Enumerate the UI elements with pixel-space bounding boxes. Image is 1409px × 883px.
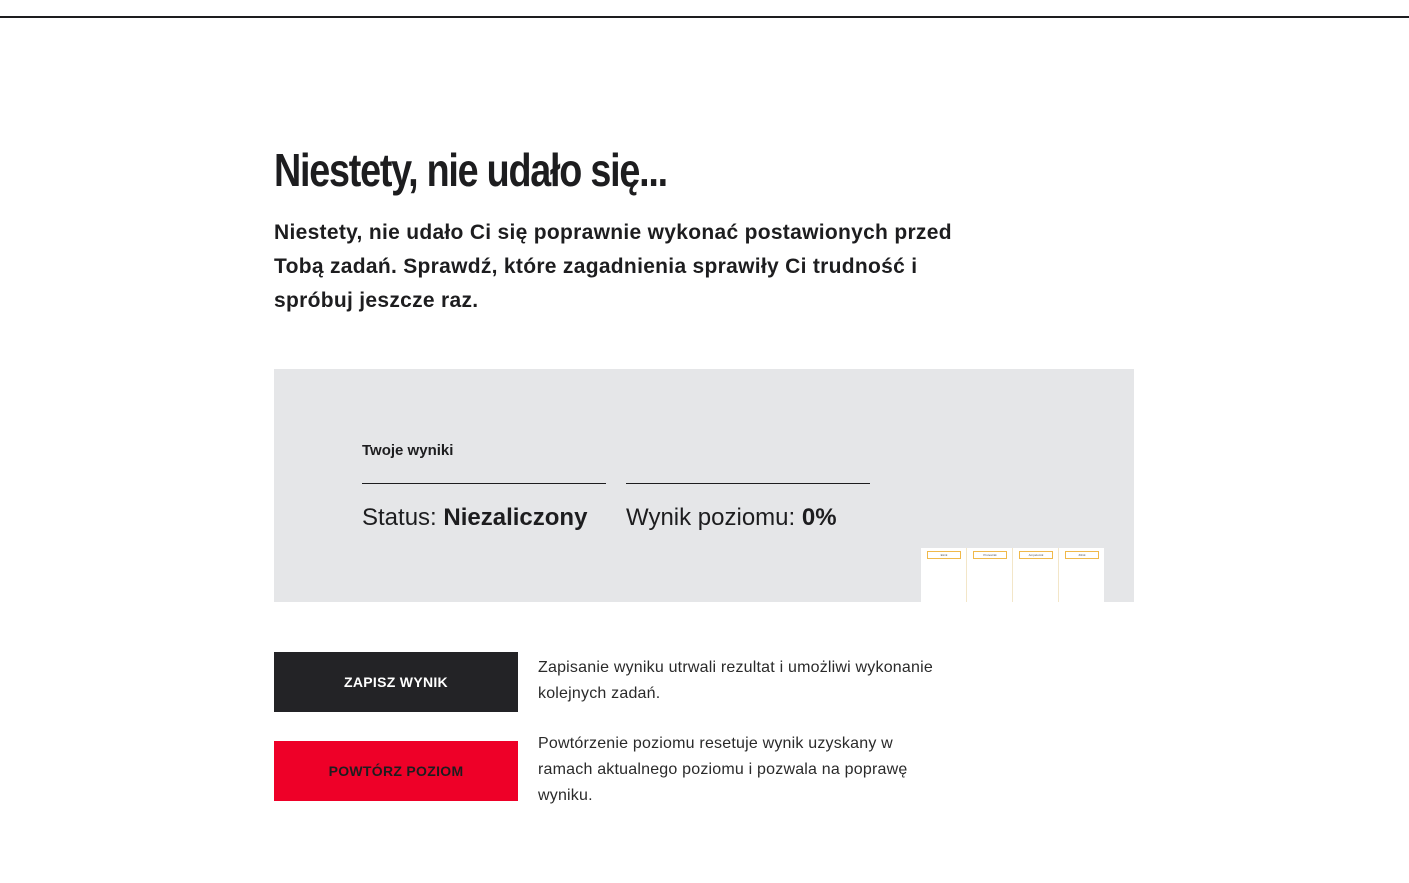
board-preview-thumbnail bbox=[921, 548, 1104, 602]
preview-column bbox=[921, 548, 967, 602]
status-value: Niezaliczony bbox=[443, 504, 588, 531]
results-heading: Twoje wyniki bbox=[362, 442, 454, 459]
save-result-button[interactable]: ZAPISZ WYNIK bbox=[274, 652, 518, 712]
preview-column bbox=[967, 548, 1013, 602]
score-value: 0% bbox=[801, 504, 837, 531]
status-stat bbox=[362, 483, 606, 534]
retry-level-description: Powtórzenie poziomu resetuje wynik uzyskany w ramach aktualnego poziomu i pozwala na poprawę wyniku. bbox=[538, 735, 908, 804]
retry-level-button[interactable]: POWTÓRZ POZIOM bbox=[274, 741, 518, 801]
preview-column-tag: Ampelomik bbox=[1019, 551, 1053, 559]
results-panel bbox=[274, 369, 1134, 602]
score-stat bbox=[626, 483, 870, 534]
preview-column bbox=[1059, 548, 1104, 602]
intro-text: Niestety, nie udało Ci się poprawnie wykonać postawionych przed Tobą zadań. Sprawdź, które zagadnienia sprawiły Ci trudność i spróbuj jeszcze raz. bbox=[274, 221, 952, 312]
preview-column-tag: Zilnik bbox=[1065, 551, 1099, 559]
score-label: Wynik poziomu: bbox=[626, 504, 802, 531]
save-result-description: Zapisanie wyniku utrwali rezultat i umożliwi wykonanie kolejnych zadań. bbox=[538, 659, 933, 702]
top-divider bbox=[0, 16, 1409, 18]
preview-column-tag: Protestnik bbox=[973, 551, 1007, 559]
page-title: Niestety, nie udało się... bbox=[274, 144, 667, 196]
preview-column bbox=[1013, 548, 1059, 602]
status-label: Status: bbox=[362, 504, 444, 531]
preview-column-tag: Etnik bbox=[927, 551, 961, 559]
